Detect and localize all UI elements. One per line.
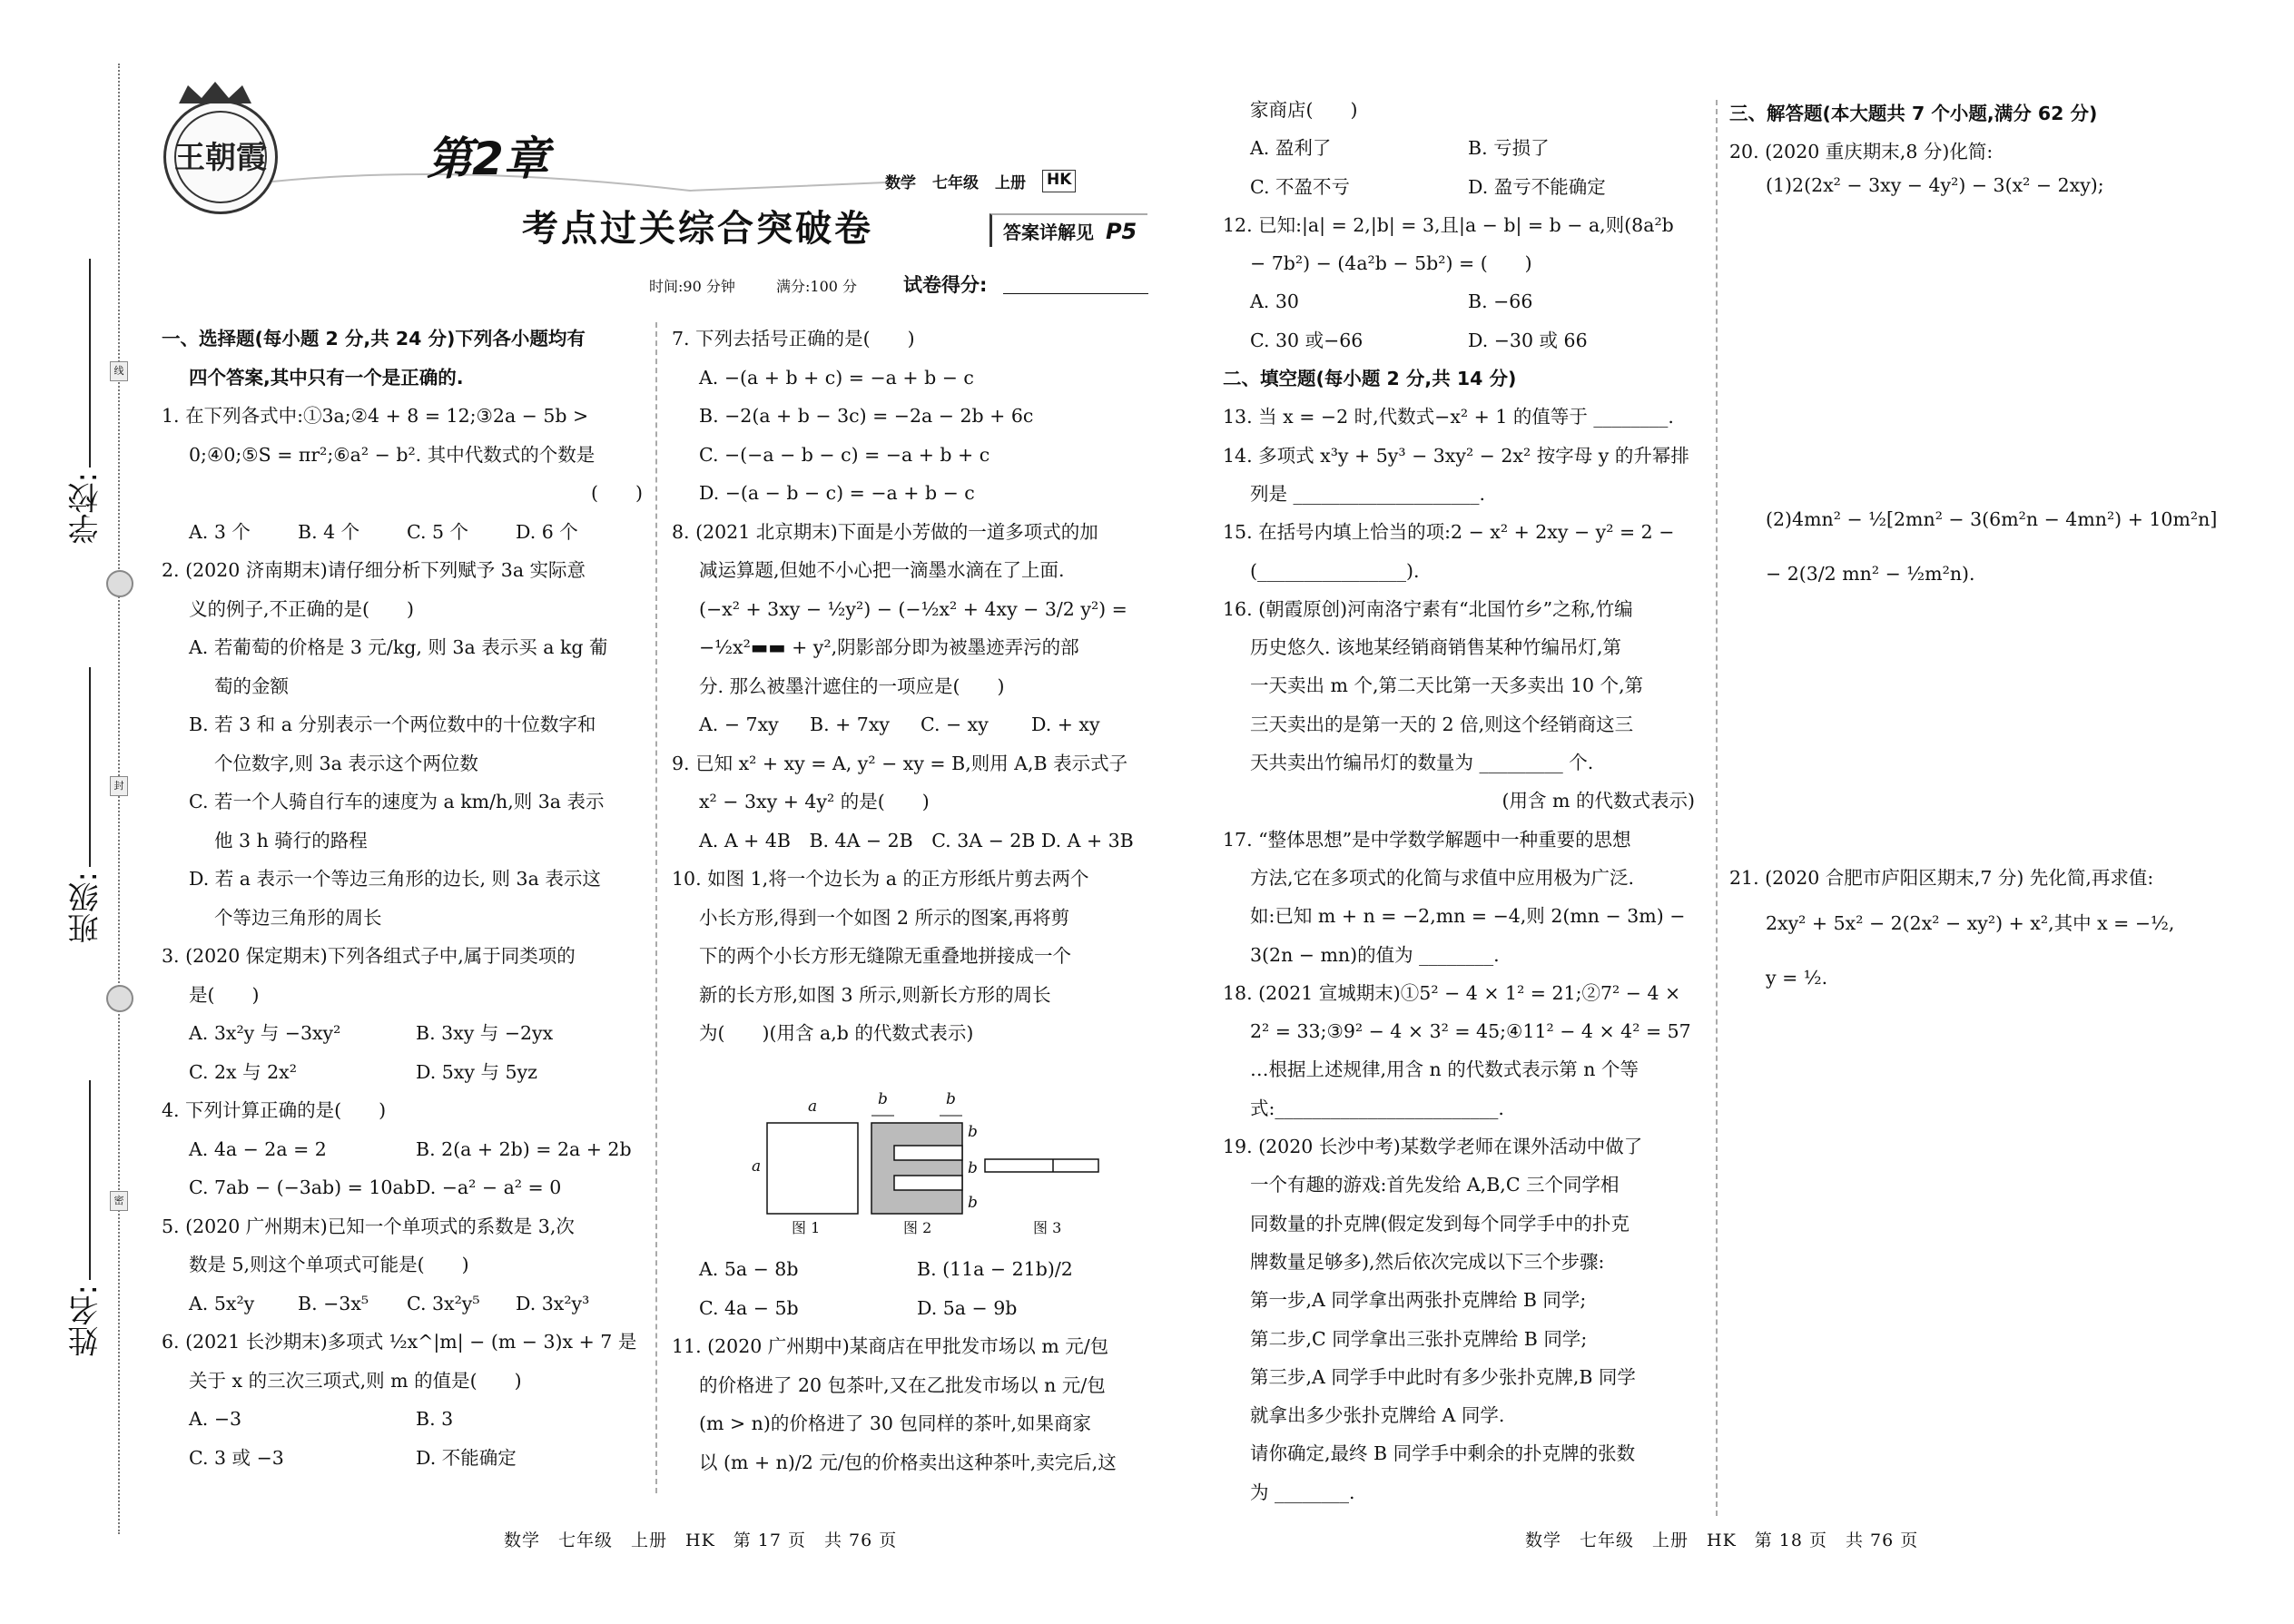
question-line: (________________). [1250,559,1420,582]
subject-tags [885,170,1076,192]
answer-option: B. 4 个 [298,520,360,543]
answer-options [162,1053,643,1092]
fig-label: b [968,1123,978,1141]
question-line: A. 若葡萄的价格是 3 元/kg, 则 3a 表示买 a kg 葡 [189,636,608,658]
question-line: 为( )(用含 a,b 的代数式表示) [699,1022,974,1044]
question-line: 同数量的扑克牌(假定发到每个同学手中的扑克 [1250,1212,1629,1235]
answer-option: D. −30 或 66 [1468,329,1588,351]
question-line: 减运算题,但她不小心把一滴墨水滴在了上面. [699,559,1065,581]
answer-option: D. + xy [1031,714,1100,735]
fig-caption: 图 2 [903,1219,932,1236]
time-label: 时间:90 分钟 [649,278,735,295]
question-line: 家商店( ) [1250,99,1358,121]
answer-option: D. 6 个 [516,520,578,543]
binding-hole [106,570,133,597]
answer-options [162,1439,643,1478]
fig-caption: 图 3 [1033,1219,1062,1236]
question-line: 关于 x 的三次三项式,则 m 的值是( ) [189,1369,522,1392]
column-3 [1223,91,1695,1511]
score-field-label: 试卷得分: [903,274,988,296]
score-field[interactable] [1003,293,1148,294]
answer-options [1223,321,1695,359]
answer-option: A. −3 [189,1408,242,1430]
answer-option: D. 5xy 与 5yz [416,1060,537,1083]
question-line: D. 若 a 表示一个等边三角形的边长, 则 3a 表示这 [189,868,601,890]
q10-figure [744,1090,1126,1239]
question-line: 是( ) [189,983,260,1006]
chapter-title: 第2章 [427,133,549,185]
column-2-bottom [672,1250,1144,1481]
question-line: 1. 在下列各式中:①3a;②4 + 8 = 12;③2a − 5b > [162,405,589,427]
question-line: 第一步,A 同学拿出两张扑克牌给 B 同学; [1250,1289,1587,1312]
question-line: 二、填空题(每小题 2 分,共 14 分) [1223,368,1517,390]
question-line: x² − 3xy + 4y² 的是( ) [699,791,930,812]
answer-option: D. −a² − a² = 0 [416,1176,562,1198]
question-line: − 7b²) − (4a²b − 5b²) = ( ) [1250,252,1532,275]
svg-text:王朝霞: 王朝霞 [174,140,267,176]
question-line: 一天卖出 m 个,第二天比第一天多卖出 10 个,第 [1250,674,1644,697]
question-line: 13. 当 x = −2 时,代数式−x² + 1 的值等于 ________. [1223,406,1674,428]
class-field[interactable] [89,667,91,867]
name-field[interactable] [89,1080,91,1280]
answer-option: A. 3x²y 与 −3xy² [189,1022,341,1044]
question-line: 11. (2020 广州期中)某商店在甲批发市场以 m 元/包 [672,1335,1109,1357]
question-line: ( ) [591,482,643,504]
question-line: 三天卖出的是第一天的 2 倍,则这个经销商这三 [1250,713,1634,735]
question-line: A. A + 4B B. 4A − 2B C. 3A − 2B D. A + 3B [699,829,1134,851]
answer-option: A. − 7xy [699,714,779,735]
school-label: 学校: [68,472,104,545]
question-line: D. −(a − b − c) = −a + b − c [699,482,975,504]
question-line: 他 3 h 骑行的路程 [214,829,368,851]
question-line: C. 若一个人骑自行车的速度为 a km/h,则 3a 表示 [189,791,605,812]
column-divider [1716,100,1718,1516]
fig-caption: 图 1 [792,1219,821,1236]
question-20-part-2: (2)4mn² − ½[2mn² − 3(6m²n − 4mn²) + 10m²n] [1766,508,2218,530]
question-line: 一、选择题(每小题 2 分,共 24 分)下列各小题均有 [162,328,586,349]
answer-option: B. 亏损了 [1468,137,1550,160]
question-21-values: y = ½. [1766,967,1828,989]
answer-option: C. 30 或−66 [1250,329,1364,351]
class-label: 班级: [68,871,104,944]
column-1 [162,320,643,1477]
page-footer-right: 数学 七年级 上册 HK 第 18 页 共 76 页 [1525,1530,1919,1550]
question-line: 18. (2021 宣城期末)①5² − 4 × 1² = 21;②7² − 4 × [1223,981,1681,1004]
answer-option: A. 4a − 2a = 2 [189,1137,327,1160]
question-line: A. −(a + b + c) = −a + b − c [699,366,974,389]
question-line: 方法,它在多项式的化简与求值中应用极为广泛. [1250,866,1635,889]
answer-options [162,513,643,552]
answer-options [162,1130,643,1169]
question-20-part-1: (1)2(2x² − 3xy − 4y²) − 3(x² − 2xy); [1766,174,2104,196]
answer-ref-text: 答案详解见 [1003,221,1094,243]
answer-options [162,1400,643,1439]
question-line: 10. 如图 1,将一个边长为 a 的正方形纸片剪去两个 [672,868,1089,890]
question-line: 如:已知 m + n = −2,mn = −4,则 2(mn − 3m) − [1250,905,1686,928]
question-line: 2. (2020 济南期末)请仔细分析下列赋予 3a 实际意 [162,559,586,581]
ribbon-decoration [272,145,908,200]
answer-option: C. 4a − 5b [699,1296,799,1319]
fig-label: a [808,1097,818,1116]
answer-options [162,1014,643,1053]
answer-option: D. 不能确定 [416,1446,517,1469]
question-20-part-2-cont: − 2(3/2 mn² − ½m²n). [1766,563,1975,585]
answer-option: B. 3xy 与 −2yx [416,1022,554,1044]
answer-option: C. 5 个 [407,520,469,543]
answer-option: C. 3x²y⁵ [407,1292,480,1314]
question-line: 为 ________. [1250,1481,1355,1503]
question-line: 请你确定,最终 B 同学手中剩余的扑克牌的张数 [1250,1442,1636,1465]
question-line: 6. (2021 长沙期末)多项式 ½x^|m| − (m − 3)x + 7 是 [162,1331,637,1353]
answer-options [162,1284,643,1324]
question-line: B. 若 3 和 a 分别表示一个两位数中的十位数字和 [189,714,596,735]
question-line: 天共卖出竹编吊灯的数量为 _________ 个. [1250,752,1594,774]
question-line: 12. 已知:|a| = 2,|b| = 3,且|a − b| = b − a,则(8a²b [1223,213,1674,236]
answer-reference [989,213,1147,247]
seal-tag: 密 [110,1191,128,1211]
question-line: 分. 那么被墨汁遮住的一项应是( ) [699,674,1005,697]
answer-options [672,705,1144,744]
question-line: 3(2n − mn)的值为 ________. [1250,943,1500,966]
answer-options [1223,282,1695,320]
question-line: 7. 下列去括号正确的是( ) [672,328,915,349]
question-line: 一个有趣的游戏:首先发给 A,B,C 三个同学相 [1250,1174,1620,1196]
crown-icon [174,80,256,105]
question-line: 3. (2020 保定期末)下列各组式子中,属于同类项的 [162,945,576,967]
answer-options [672,1250,1144,1289]
volume-tag: 上册 [995,174,1026,192]
question-line: B. −2(a + b − 3c) = −2a − 2b + 6c [699,405,1034,427]
brand-seal-logo [163,100,278,214]
question-line: 历史悠久. 该地某经销商销售某种竹编吊灯,第 [1250,636,1622,659]
question-21: 21. (2020 合肥市庐阳区期末,7 分) 先化简,再求值: [1729,867,2154,889]
binding-hole [106,985,133,1012]
question-line: 个等边三角形的周长 [214,906,382,929]
question-line: (−x² + 3xy − ½y²) − (−½x² + 4xy − 3/2 y²) = [699,597,1127,620]
question-line: 四个答案,其中只有一个是正确的. [189,366,464,389]
question-line: 新的长方形,如图 3 所示,则新长方形的周长 [699,983,1051,1006]
answer-option: B. (11a − 21b)/2 [917,1258,1073,1280]
answer-option: C. 2x 与 2x² [189,1060,297,1083]
question-line: (m > n)的价格进了 30 包同样的茶叶,如果商家 [699,1412,1091,1434]
question-line: 小长方形,得到一个如图 2 所示的图案,再将剪 [699,906,1070,929]
seal-tag: 线 [110,361,128,381]
answer-option: C. − xy [921,714,989,735]
answer-option: A. 30 [1250,290,1299,313]
question-line: 以 (m + n)/2 元/包的价格卖出这种茶叶,卖完后,这 [699,1451,1117,1473]
question-line: 2² = 33;③9² − 4 × 3² = 45;④11² − 4 × 4² = 57 [1250,1020,1691,1043]
answer-option: B. −3x⁵ [298,1292,369,1314]
answer-options [1223,129,1695,167]
page-footer-left: 数学 七年级 上册 HK 第 17 页 共 76 页 [504,1530,898,1550]
question-line: 个位数字,则 3a 表示这个两位数 [214,752,478,774]
answer-option: C. 3 或 −3 [189,1446,284,1469]
school-field[interactable] [89,259,91,468]
question-20: 20. (2020 重庆期末,8 分)化简: [1729,141,1994,162]
fig-label: a [752,1157,762,1176]
question-line: 第三步,A 同学手中此时有多少张扑克牌,B 同学 [1250,1365,1636,1388]
question-line: 17. “整体思想”是中学数学解题中一种重要的思想 [1223,828,1631,851]
question-line: 9. 已知 x² + xy = A, y² − xy = B,则用 A,B 表示式子 [672,752,1128,774]
section-3-heading: 三、解答题(本大题共 7 个小题,满分 62 分) [1729,103,2098,124]
column-2 [672,320,1144,1053]
answer-option: A. 5x²y [189,1292,255,1314]
question-line: C. −(−a − b − c) = −a + b + c [699,443,990,466]
question-line: 义的例子,不正确的是( ) [189,597,415,620]
edition-tag: HK [1042,170,1076,192]
question-line: 第二步,C 同学拿出三张扑克牌给 B 同学; [1250,1327,1588,1350]
question-line: 列是 ____________________. [1250,482,1486,505]
question-line: 8. (2021 北京期末)下面是小芳做的一道多项式的加 [672,520,1098,543]
question-line: 式:________________________. [1250,1097,1504,1119]
answer-option: B. 3 [416,1408,454,1430]
answer-option: D. 5a − 9b [917,1296,1018,1319]
answer-option: B. −66 [1468,290,1533,313]
answer-option: A. 盈利了 [1250,137,1332,160]
binding-line [118,64,120,1534]
paper-title: 考点过关综合突破卷 [522,207,873,250]
question-line: 5. (2020 广州期末)已知一个单项式的系数是 3,次 [162,1215,575,1237]
question-line: 的价格进了 20 包茶叶,又在乙批发市场以 n 元/包 [699,1373,1106,1396]
question-line: 14. 多项式 x³y + 5y³ − 3xy² − 2x² 按字母 y 的升幂排 [1223,444,1689,467]
answer-option: C. 7ab − (−3ab) = 10ab [189,1176,416,1198]
fig-label: b [968,1194,978,1212]
question-line: 萄的金额 [214,674,289,697]
question-line: 牌数量足够多),然后依次完成以下三个步骤: [1250,1250,1605,1273]
question-line: 15. 在括号内填上恰当的项:2 − x² + 2xy − y² = 2 − [1223,521,1675,544]
question-line: 16. (朝霞原创)河南洛宁素有“北国竹乡”之称,竹编 [1223,597,1633,620]
name-label: 姓名: [68,1284,104,1357]
question-line: 下的两个小长方形无缝隙无重叠地拼接成一个 [699,945,1071,967]
question-line: 4. 下列计算正确的是( ) [162,1099,387,1121]
question-21-expression: 2xy² + 5x² − 2(2x² − xy²) + x²,其中 x = −½, [1766,912,2175,934]
fig-label: b [878,1090,888,1108]
answer-option: A. 3 个 [189,520,251,543]
answer-options [672,1289,1144,1328]
answer-page: P5 [1105,219,1137,244]
seal-tag: 封 [110,776,128,796]
question-line: 0;④0;⑤S = πr²;⑥a² − b². 其中代数式的个数是 [189,443,596,466]
answer-option: D. 3x²y³ [516,1292,590,1314]
score-limit-label: 满分:100 分 [776,278,858,295]
question-line: 数是 5,则这个单项式可能是( ) [189,1254,469,1275]
answer-option: B. 2(a + 2b) = 2a + 2b [416,1137,632,1160]
answer-option: B. + 7xy [810,714,890,735]
answer-option: D. 盈亏不能确定 [1468,175,1606,198]
answer-options [162,1168,643,1207]
fig-label: b [946,1090,956,1108]
question-line: −½x²▬▬ + y²,阴影部分即为被墨迹弄污的部 [699,636,1079,658]
column-divider [655,322,657,1493]
question-line: (用含 m 的代数式表示) [1501,790,1695,812]
grade-tag: 七年级 [932,174,979,192]
answer-options [1223,168,1695,206]
question-line: …根据上述规律,用含 n 的代数式表示第 n 个等 [1250,1058,1639,1081]
subject-tag: 数学 [885,174,916,192]
answer-option: A. 5a − 8b [699,1258,799,1280]
question-line: 19. (2020 长沙中考)某数学老师在课外活动中做了 [1223,1136,1643,1158]
fig-label: b [968,1159,978,1177]
answer-option: C. 不盈不亏 [1250,175,1350,198]
question-line: 就拿出多少张扑克牌给 A 同学. [1250,1404,1505,1427]
